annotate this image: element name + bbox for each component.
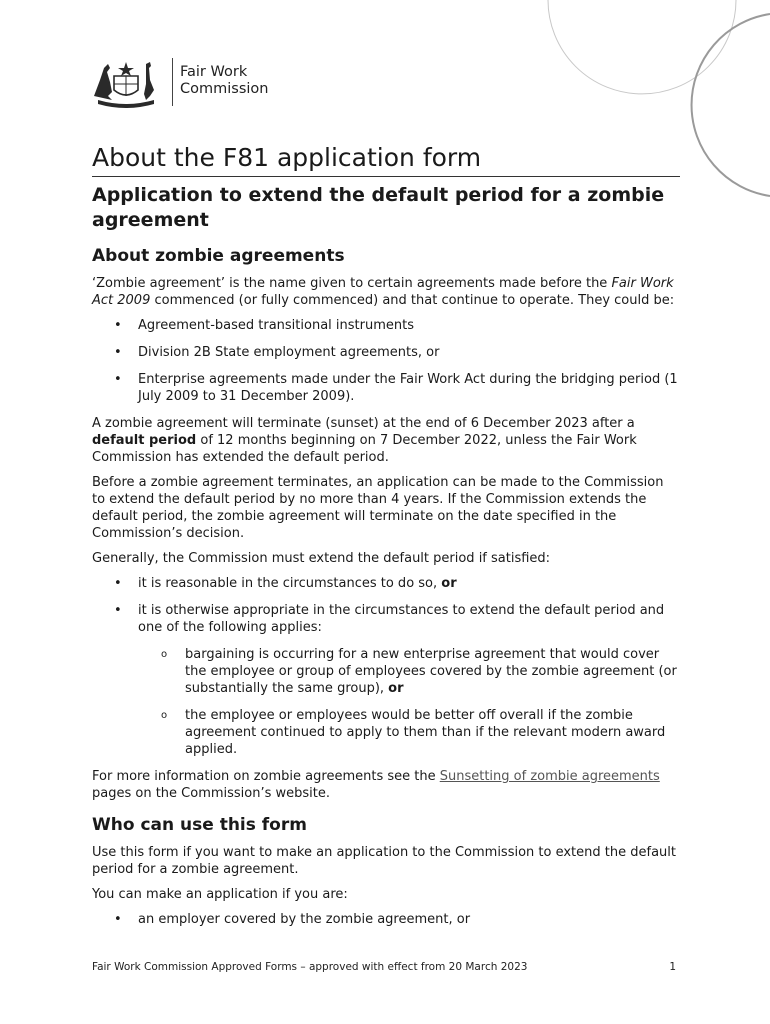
document-subtitle: Application to extend the default period for a zombie agreement [92, 184, 665, 231]
list-item: • Enterprise agreements made under the Fair Work Act during the bridging period (1 July 2009 to 31 December 2009). [92, 371, 680, 405]
list-item: • it is otherwise appropriate in the circumstances to extend the default period and one of the following applies: o bargaining is occurring for a new enterprise agreement that would cover the employee or group of employees covered by the zombie agreement (or substantially the same group), or o the employee or employees would be better off overall if the zombie agreement continued to apply to them than if the relevant modern award applied. [92, 602, 680, 758]
default-period-term: default period [92, 433, 197, 448]
page-number: 1 [669, 961, 676, 973]
paragraph-applicants: You can make an application if you are: [92, 887, 348, 902]
footer-text: Fair Work Commission Approved Forms – approved with effect from 20 March 2023 [92, 961, 528, 973]
agreement-types-list [92, 317, 680, 405]
sunsetting-link[interactable]: Sunsetting of zombie agreements [439, 769, 660, 784]
conditions-list [92, 575, 680, 758]
fwc-logo [90, 56, 290, 112]
coat-of-arms-icon [90, 56, 162, 108]
list-item: • an employer covered by the zombie agreement, or [92, 911, 680, 928]
logo-line-1: Fair Work [180, 64, 248, 80]
list-item: o the employee or employees would be better off overall if the zombie agreement continued to apply to them than if the relevant modern award applied. [138, 707, 680, 758]
section-heading-about: About zombie agreements [92, 246, 345, 266]
logo-divider [172, 58, 173, 106]
section-heading-who: Who can use this form [92, 815, 307, 835]
logo-line-2: Commission [180, 81, 269, 97]
paragraph-default-period: A zombie agreement will terminate (sunset) at the end of 6 December 2023 after a default period of 12 months beginning on 7 December 2022, unless the Fair Work Commission has extended the default period. [92, 416, 637, 465]
list-item: • Agreement-based transitional instruments [92, 317, 680, 334]
sub-conditions-list [138, 646, 680, 758]
list-item: • it is reasonable in the circumstances to do so, or [92, 575, 680, 592]
list-item: o bargaining is occurring for a new enterprise agreement that would cover the employee or group of employees covered by the zombie agreement (or substantially the same group), or [138, 646, 680, 697]
applicants-list [92, 911, 680, 928]
logo-wordmark [180, 64, 268, 98]
page-footer [92, 960, 680, 974]
list-item: • Division 2B State employment agreements, or [92, 344, 680, 361]
act-name: Fair Work Act 2009 [92, 276, 674, 308]
paragraph-use-form: Use this form if you want to make an application to the Commission to extend the default period for a zombie agreement. [92, 845, 676, 877]
paragraph-extension: Before a zombie agreement terminates, an application can be made to the Commission to extend the default period by no more than 4 years. If the Commission extends the default period, the zombie agreement will terminate on the date specified in the Commission’s decision. [92, 475, 664, 541]
paragraph-intro: ‘Zombie agreement’ is the name given to certain agreements made before the Fair Work Act 2009 commenced (or fully commenced) and that continue to operate. They could be: [92, 276, 675, 308]
paragraph-more-info: For more information on zombie agreements see the Sunsetting of zombie agreements pages on the Commission’s website. [92, 769, 660, 801]
page-title: About the F81 application form [92, 142, 680, 177]
document-body [92, 142, 680, 938]
paragraph-conditions-intro: Generally, the Commission must extend the default period if satisfied: [92, 551, 551, 566]
